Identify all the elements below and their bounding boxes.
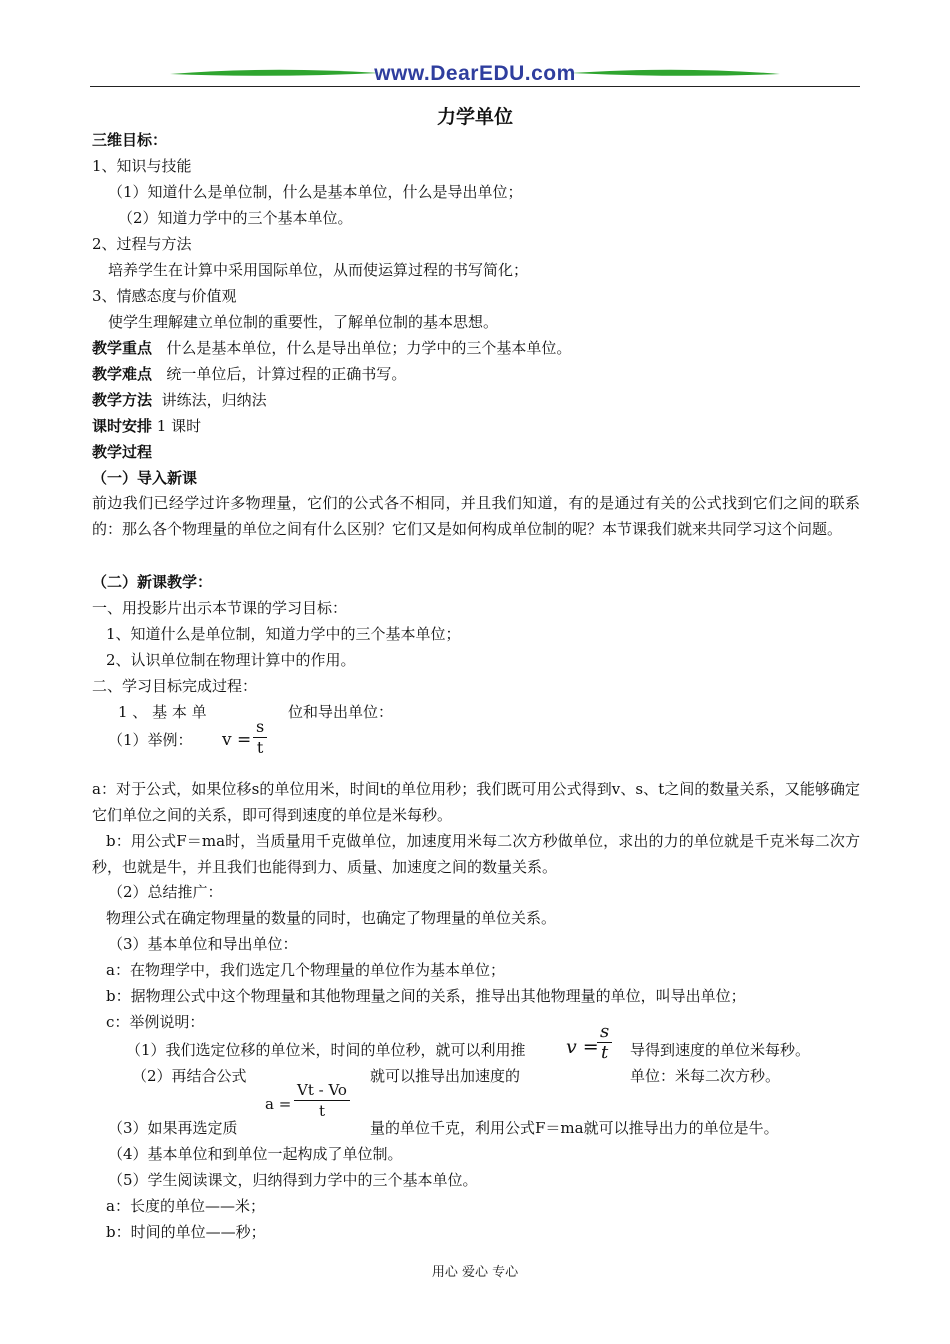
fraction-denominator: t [318, 1102, 325, 1120]
difficulty-row [92, 364, 406, 384]
schedule-row [92, 416, 201, 436]
text-line: c：举例说明： [106, 1013, 205, 1031]
method-text: 讲练法，归纳法 [161, 391, 267, 409]
text-line: b：据物理公式中这个物理量和其他物理量之间的关系，推导出其他物理量的单位，叫导出单位； [106, 987, 746, 1005]
text-line: a：长度的单位——米； [106, 1197, 265, 1215]
text-line: 2、过程与方法 [92, 235, 192, 253]
formula-fraction [597, 1022, 612, 1063]
formula-fraction [253, 717, 267, 758]
difficulty-label: 教学难点 [92, 365, 153, 383]
text-line: 量的单位千克，利用公式F＝ma就可以推导出力的单位是牛。 [370, 1119, 779, 1137]
fraction-numerator: s [253, 717, 267, 738]
schedule-text: 1 课时 [156, 417, 202, 435]
example-b-paragraph: b：用公式F＝ma时，当质量用千克做单位，加速度用米每二次方秒做单位，求出的力的单位就是千克米每二次方秒，也就是牛，并且我们也能得到力、质量、加速度之间的数量关系。 [92, 832, 860, 876]
difficulty-text: 统一单位后，计算过程的正确书写。 [166, 365, 407, 383]
page-header [90, 60, 860, 90]
text-line: （1）举例： [108, 731, 193, 749]
text-line: （2）知道力学中的三个基本单位。 [118, 209, 353, 227]
header-rule [90, 86, 860, 87]
fraction-denominator: t [256, 738, 264, 757]
text-line: 就可以推导出加速度的 [370, 1067, 521, 1085]
example-a-paragraph: a：对于公式，如果位移s的单位用米，时间t的单位用秒；我们既可用公式得到v、s、t之间的数量关系，又能够确定它们单位之间的关系，即可得到速度的单位是米每秒。 [92, 780, 860, 824]
text-line: （5）学生阅读课文，归纳得到力学中的三个基本单位。 [108, 1171, 478, 1189]
formula-lhs: v = [566, 1036, 599, 1058]
key-points-label: 教学重点 [92, 339, 153, 357]
text-line: 导得到速度的单位米每秒。 [630, 1041, 811, 1059]
text-line: （4）基本单位和到单位一起构成了单位制。 [108, 1145, 403, 1163]
formula-lhs: v = [222, 730, 252, 750]
text-line: 培养学生在计算中采用国际单位，从而使运算过程的书写简化； [108, 261, 529, 279]
text-line: 单位：米每二次方秒。 [630, 1067, 781, 1085]
intro-paragraph: 前边我们已经学过许多物理量，它们的公式各不相同，并且我们知道，有的是通过有关的公式找到它们之间的联系的：那么各个物理量的单位之间有什么区别？它们又是如何构成单位制的呢？本节课我们就来共同学习这个问题。 [92, 494, 860, 538]
text-line: （2）总结推广： [108, 883, 223, 901]
page-title: 力学单位 [436, 106, 513, 128]
text-line: 物理公式在确定物理量的数量的同时，也确定了物理量的单位关系。 [106, 909, 557, 927]
section-heading: 三维目标： [92, 131, 168, 149]
text-line: 2、认识单位制在物理计算中的作用。 [106, 651, 356, 669]
key-points-text: 什么是基本单位，什么是导出单位；力学中的三个基本单位。 [166, 339, 572, 357]
fraction-numerator: s [597, 1022, 612, 1043]
key-points-row [92, 338, 571, 358]
text-line: 1、知道什么是单位制，知道力学中的三个基本单位； [106, 625, 461, 643]
fraction-denominator: t [601, 1042, 609, 1063]
text-line: （3）基本单位和导出单位： [108, 935, 298, 953]
text-line: （3）如果再选定质 [108, 1119, 238, 1137]
text-line: 1 、 基 本 单 [118, 703, 207, 721]
text-line: 1、知识与技能 [92, 157, 192, 175]
formula-fraction [294, 1080, 350, 1121]
page-footer: 用心 爱心 专心 [431, 1265, 519, 1280]
subsection-heading: （一）导入新课 [92, 469, 198, 487]
text-line: 位和导出单位： [288, 703, 394, 721]
text-line: （1）我们选定位移的单位米，时间的单位秒，就可以利用推 [126, 1041, 526, 1059]
text-line: 二、学习目标完成过程： [92, 677, 258, 695]
site-logo: www.DearEDU.com [374, 62, 576, 85]
text-line: 使学生理解建立单位制的重要性，了解单位制的基本思想。 [108, 313, 499, 331]
schedule-label: 课时安排 [92, 417, 153, 435]
section-heading: 教学过程 [92, 443, 153, 461]
text-line: （1）知道什么是单位制，什么是基本单位，什么是导出单位； [108, 183, 523, 201]
formula-lhs: a = [265, 1095, 292, 1113]
text-line: 一、用投影片出示本节课的学习目标： [92, 599, 348, 617]
text-line: b：时间的单位——秒； [106, 1223, 266, 1241]
text-line: （2）再结合公式 [132, 1067, 247, 1085]
subsection-heading: （二）新课教学： [92, 573, 213, 591]
method-label: 教学方法 [92, 391, 153, 409]
text-line: 3、情感态度与价值观 [92, 287, 237, 305]
fraction-numerator: Vt - Vo [294, 1080, 350, 1101]
method-row [92, 390, 267, 410]
text-line: a：在物理学中，我们选定几个物理量的单位作为基本单位； [106, 961, 505, 979]
